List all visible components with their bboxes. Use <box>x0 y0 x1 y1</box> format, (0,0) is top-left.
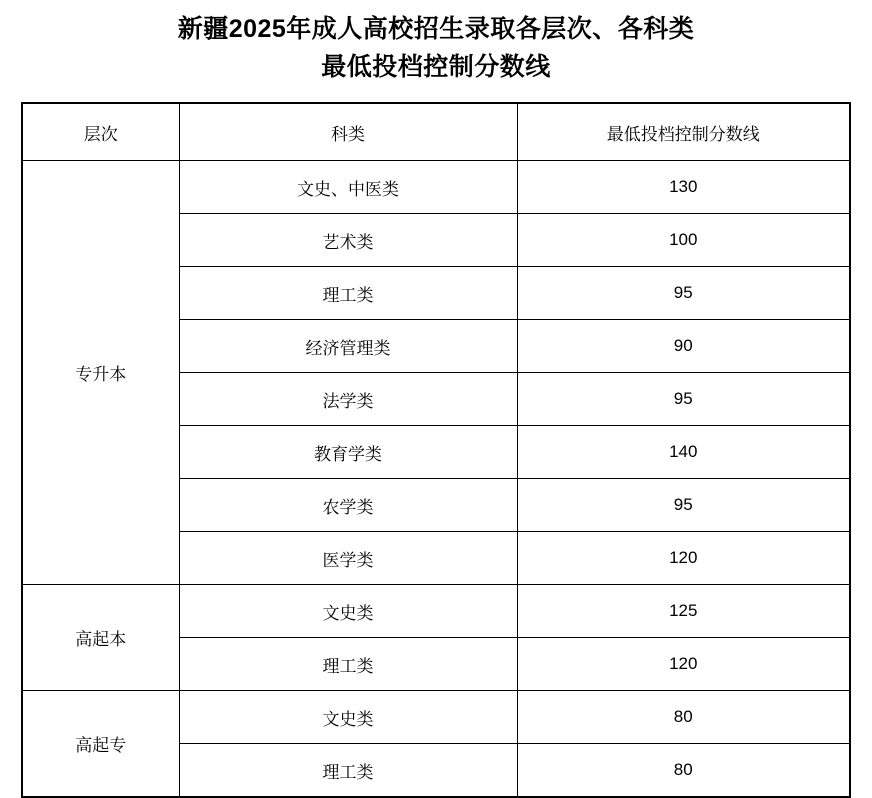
table-header <box>22 103 850 161</box>
cell-score: 80 <box>517 744 850 798</box>
table-header-row <box>22 103 850 161</box>
cell-category: 文史类 <box>179 691 517 744</box>
cell-category: 文史、中医类 <box>179 161 517 214</box>
cell-category: 理工类 <box>179 267 517 320</box>
cell-score: 120 <box>517 638 850 691</box>
cell-category: 艺术类 <box>179 214 517 267</box>
score-table <box>21 102 851 798</box>
table-body <box>22 161 850 798</box>
cell-level: 专升本 <box>22 161 179 585</box>
cell-score: 130 <box>517 161 850 214</box>
cell-category: 文史类 <box>179 585 517 638</box>
page-title-line-1: 新疆2025年成人高校招生录取各层次、各科类 <box>177 15 695 43</box>
cell-level: 高起本 <box>22 585 179 691</box>
cell-category: 理工类 <box>179 638 517 691</box>
cell-category: 农学类 <box>179 479 517 532</box>
cell-score: 100 <box>517 214 850 267</box>
cell-score: 125 <box>517 585 850 638</box>
table-row <box>22 161 850 214</box>
page-title <box>0 0 872 86</box>
cell-score: 95 <box>517 267 850 320</box>
cell-score: 95 <box>517 479 850 532</box>
cell-score: 95 <box>517 373 850 426</box>
cell-score: 120 <box>517 532 850 585</box>
cell-category: 理工类 <box>179 744 517 798</box>
cell-category: 经济管理类 <box>179 320 517 373</box>
column-header-score: 最低投档控制分数线 <box>517 103 850 161</box>
table-row <box>22 691 850 744</box>
cell-category: 法学类 <box>179 373 517 426</box>
column-header-category: 科类 <box>179 103 517 161</box>
cell-category: 教育学类 <box>179 426 517 479</box>
page-title-line-2: 最低投档控制分数线 <box>321 53 551 81</box>
cell-level: 高起专 <box>22 691 179 798</box>
column-header-level: 层次 <box>22 103 179 161</box>
cell-score: 90 <box>517 320 850 373</box>
cell-score: 80 <box>517 691 850 744</box>
cell-category: 医学类 <box>179 532 517 585</box>
cell-score: 140 <box>517 426 850 479</box>
table-row <box>22 585 850 638</box>
